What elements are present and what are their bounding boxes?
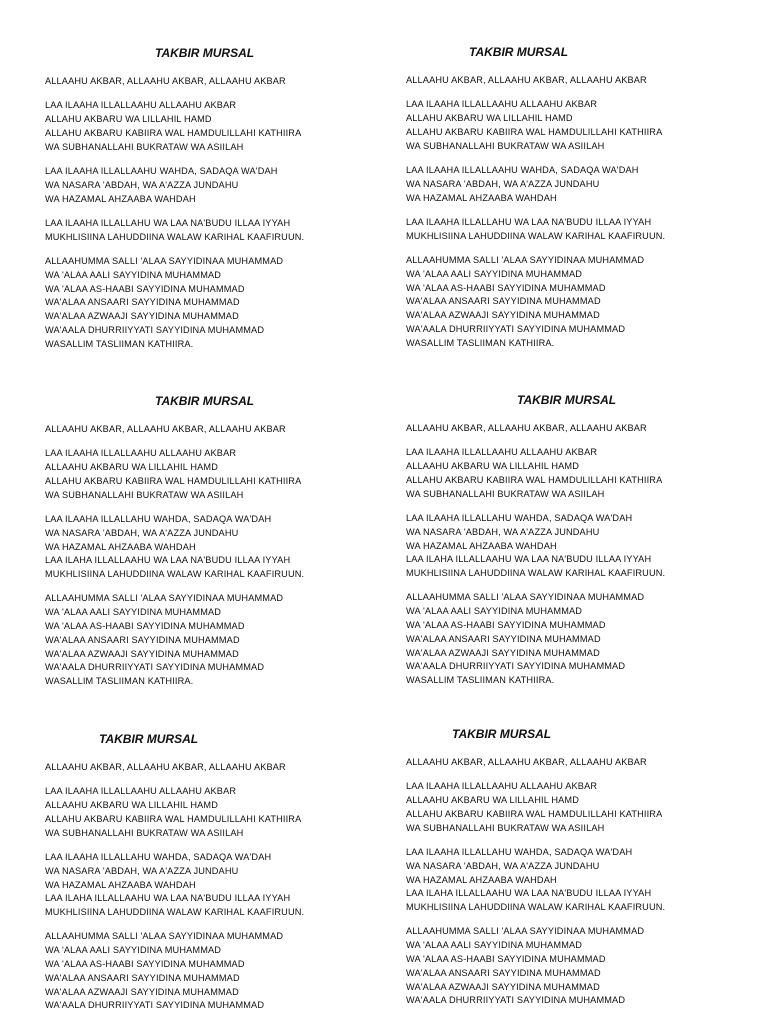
text-line: WA 'ALAA AALI SAYYIDINA MUHAMMAD	[45, 607, 222, 618]
stanza-gap	[406, 835, 736, 846]
text-line: WA 'ALAA AALI SAYYIDINA MUHAMMAD	[406, 606, 583, 617]
text-line: ALLAAHUMMA SALLI 'ALAA SAYYIDINAA MUHAMMAD	[406, 592, 645, 603]
text-line: LAA ILAAHA ILLALLAAHU ALLAAHU AKBAR	[45, 448, 237, 459]
text-line: WA SUBHANALLAHI BUKRATAW WA ASIILAH	[45, 141, 244, 152]
text-line: WASALLIM TASLIIMAN KATHIIRA.	[406, 675, 555, 686]
text-line: ALLAAHUMMA SALLI 'ALAA SAYYIDINAA MUHAMMAD	[406, 254, 645, 265]
text-block-2	[406, 44, 736, 351]
text-line: WA 'ALAA AALI SAYYIDINA MUHAMMAD	[406, 268, 583, 279]
stanza-gap	[406, 205, 736, 216]
text-line: LAA ILAHA ILLALLAAHU WA LAA NA'BUDU ILLAA IYYAH	[406, 888, 652, 899]
text-line: WA'AALA DHURRIIYYATI SAYYIDINA MUHAMMAD	[45, 1000, 265, 1011]
text-line: WA'ALAA AZWAAJI SAYYIDINA MUHAMMAD	[406, 981, 600, 992]
text-line: WA'ALAA AZWAAJI SAYYIDINA MUHAMMAD	[45, 986, 239, 997]
stanza-gap	[45, 437, 375, 448]
text-line: WA HAZAMAL AHZAABA WAHDAH	[45, 193, 196, 204]
stanza-gap	[45, 920, 375, 931]
text-line: WA NASARA 'ABDAH, WA A'AZZA JUNDAHU	[406, 526, 600, 537]
stanza-gap	[45, 206, 375, 217]
text-block-1	[45, 45, 375, 352]
text-line: WA 'ALAA AS-HAABI SAYYIDINA MUHAMMAD	[45, 959, 245, 970]
text-line: LAA ILAAHA ILLALLAHU WAHDA, SADAQA WA'DAH	[45, 851, 272, 862]
text-line: ALLAAHU AKBARU WA LILLAHIL HAMD	[406, 461, 579, 472]
text-line: ALLAAHU AKBAR, ALLAAHU AKBAR, ALLAAHU AKBAR	[45, 424, 286, 434]
text-line: WA'AALA DHURRIIYYATI SAYYIDINA MUHAMMAD	[406, 323, 626, 334]
text-line: WA'ALAA AZWAAJI SAYYIDINA MUHAMMAD	[406, 310, 600, 321]
text-line: LAA ILAAHA ILLALLAAHU WAHDA, SADAQA WA'DAH	[45, 165, 278, 176]
text-line: ALLAHU AKBARU KABIIRA WAL HAMDULILLAHI KATHIIRA	[406, 126, 663, 137]
text-line: ALLAAHU AKBARU WA LILLAHIL HAMD	[406, 795, 579, 806]
text-line: WA SUBHANALLAHI BUKRATAW WA ASIILAH	[406, 140, 605, 151]
text-line: WA'ALAA ANSAARI SAYYIDINA MUHAMMAD	[45, 634, 240, 645]
text-line: LAA ILAAHA ILLALLAHU WAHDA, SADAQA WA'DAH	[406, 512, 633, 523]
block-lines	[406, 74, 736, 351]
text-line: WA SUBHANALLAHI BUKRATAW WA ASIILAH	[406, 822, 605, 833]
block-title: TAKBIR MURSAL	[517, 393, 617, 407]
stanza-gap	[406, 88, 736, 99]
block-lines	[406, 756, 736, 1008]
text-line: WA'ALAA ANSAARI SAYYIDINA MUHAMMAD	[406, 633, 601, 644]
text-line: MUKHLISIINA LAHUDDIINA WALAW KARIHAL KAAFIRUUN.	[406, 902, 666, 913]
text-line: ALLAAHU AKBARU WA LILLAHIL HAMD	[45, 462, 218, 473]
text-line: WA NASARA 'ABDAH, WA A'AZZA JUNDAHU	[45, 527, 239, 538]
text-line: WA'ALAA AZWAAJI SAYYIDINA MUHAMMAD	[406, 647, 600, 658]
text-line: MUKHLISIINA LAHUDDIINA WALAW KARIHAL KAAFIRUUN.	[45, 907, 305, 918]
text-line: ALLAAHU AKBAR, ALLAAHU AKBAR, ALLAAHU AKBAR	[406, 757, 647, 767]
text-line: WA HAZAMAL AHZAABA WAHDAH	[406, 540, 557, 551]
text-line: WA'AALA DHURRIIYYATI SAYYIDINA MUHAMMAD	[45, 662, 265, 673]
text-line: LAA ILAAHA ILLALLAAHU ALLAAHU AKBAR	[406, 99, 598, 110]
text-line: ALLAHU AKBARU WA LILLAHIL HAMD	[45, 114, 212, 125]
stanza-gap	[45, 502, 375, 513]
text-line: WA NASARA 'ABDAH, WA A'AZZA JUNDAHU	[406, 178, 600, 189]
text-line: WA HAZAMAL AHZAABA WAHDAH	[406, 874, 557, 885]
text-line: WA NASARA 'ABDAH, WA A'AZZA JUNDAHU	[45, 865, 239, 876]
text-line: LAA ILAAHA ILLALLAHU WA LAA NA'BUDU ILLAA IYYAH	[406, 216, 652, 227]
stanza-gap	[406, 436, 736, 447]
stanza-gap	[406, 915, 736, 926]
text-line: WASALLIM TASLIIMAN KATHIIRA.	[406, 337, 555, 348]
stanza-gap	[406, 243, 736, 254]
text-line: WA 'ALAA AALI SAYYIDINA MUHAMMAD	[406, 940, 583, 951]
text-line: ALLAHU AKBARU KABIIRA WAL HAMDULILLAHI KATHIIRA	[45, 475, 302, 486]
stanza-gap	[406, 501, 736, 512]
text-line: ALLAHU AKBARU KABIIRA WAL HAMDULILLAHI KATHIIRA	[45, 127, 302, 138]
text-line: LAA ILAAHA ILLALLAAHU ALLAAHU AKBAR	[406, 447, 598, 458]
text-line: WA 'ALAA AS-HAABI SAYYIDINA MUHAMMAD	[406, 620, 606, 631]
text-line: WA'ALAA AZWAAJI SAYYIDINA MUHAMMAD	[45, 311, 239, 322]
stanza-gap	[45, 840, 375, 851]
text-line: WA'ALAA ANSAARI SAYYIDINA MUHAMMAD	[45, 297, 240, 308]
text-line: WA SUBHANALLAHI BUKRATAW WA ASIILAH	[45, 489, 244, 500]
text-line: LAA ILAAHA ILLALLAHU WA LAA NA'BUDU ILLAA IYYAH	[45, 217, 291, 228]
block-lines	[45, 75, 375, 352]
text-line: LAA ILAAHA ILLALLAAHU WAHDA, SADAQA WA'DAH	[406, 164, 639, 175]
text-line: WA HAZAMAL AHZAABA WAHDAH	[45, 879, 196, 890]
stanza-gap	[45, 244, 375, 255]
text-line: WA NASARA 'ABDAH, WA A'AZZA JUNDAHU	[45, 179, 239, 190]
text-line: WA 'ALAA AS-HAABI SAYYIDINA MUHAMMAD	[406, 954, 606, 965]
text-line: ALLAAHUMMA SALLI 'ALAA SAYYIDINAA MUHAMMAD	[45, 593, 284, 604]
text-line: ALLAAHUMMA SALLI 'ALAA SAYYIDINAA MUHAMMAD	[45, 931, 284, 942]
text-line: LAA ILAAHA ILLALLAAHU ALLAAHU AKBAR	[45, 100, 237, 111]
text-line: WA 'ALAA AS-HAABI SAYYIDINA MUHAMMAD	[45, 283, 245, 294]
text-line: WA'AALA DHURRIIYYATI SAYYIDINA MUHAMMAD	[45, 324, 265, 335]
stanza-gap	[406, 581, 736, 592]
stanza-gap	[406, 770, 736, 781]
text-line: ALLAAHUMMA SALLI 'ALAA SAYYIDINAA MUHAMMAD	[45, 255, 284, 266]
text-line: MUKHLISIINA LAHUDDIINA WALAW KARIHAL KAAFIRUUN.	[45, 569, 305, 580]
stanza-gap	[45, 582, 375, 593]
text-block-5	[45, 731, 375, 1013]
text-line: ALLAAHU AKBAR, ALLAAHU AKBAR, ALLAAHU AKBAR	[45, 76, 286, 86]
text-block-6	[406, 726, 736, 1008]
text-line: LAA ILAAHA ILLALLAHU WAHDA, SADAQA WA'DAH	[45, 513, 272, 524]
text-line: WA SUBHANALLAHI BUKRATAW WA ASIILAH	[406, 488, 605, 499]
text-line: ALLAAHU AKBAR, ALLAAHU AKBAR, ALLAAHU AKBAR	[45, 762, 286, 772]
text-line: ALLAAHU AKBARU WA LILLAHIL HAMD	[45, 800, 218, 811]
text-line: MUKHLISIINA LAHUDDIINA WALAW KARIHAL KAAFIRUUN.	[406, 230, 666, 241]
text-line: LAA ILAAHA ILLALLAAHU ALLAAHU AKBAR	[406, 781, 598, 792]
text-line: LAA ILAAHA ILLALLAAHU ALLAAHU AKBAR	[45, 786, 237, 797]
text-line: WA HAZAMAL AHZAABA WAHDAH	[45, 541, 196, 552]
text-line: WA 'ALAA AS-HAABI SAYYIDINA MUHAMMAD	[45, 621, 245, 632]
text-line: MUKHLISIINA LAHUDDIINA WALAW KARIHAL KAAFIRUUN.	[45, 231, 305, 242]
text-line: WA 'ALAA AS-HAABI SAYYIDINA MUHAMMAD	[406, 282, 606, 293]
text-line: LAA ILAHA ILLALLAAHU WA LAA NA'BUDU ILLAA IYYAH	[45, 893, 291, 904]
text-line: ALLAHU AKBARU KABIIRA WAL HAMDULILLAHI KATHIIRA	[406, 808, 663, 819]
text-line: LAA ILAHA ILLALLAAHU WA LAA NA'BUDU ILLAA IYYAH	[406, 554, 652, 565]
text-line: ALLAAHU AKBAR, ALLAAHU AKBAR, ALLAAHU AKBAR	[406, 75, 647, 85]
text-line: ALLAAHUMMA SALLI 'ALAA SAYYIDINAA MUHAMMAD	[406, 926, 645, 937]
text-block-3	[45, 393, 375, 689]
text-line: LAA ILAHA ILLALLAAHU WA LAA NA'BUDU ILLAA IYYAH	[45, 555, 291, 566]
text-line: ALLAHU AKBARU KABIIRA WAL HAMDULILLAHI KATHIIRA	[406, 474, 663, 485]
block-lines	[406, 422, 736, 688]
text-line: WA'ALAA ANSAARI SAYYIDINA MUHAMMAD	[45, 972, 240, 983]
block-lines	[45, 761, 375, 1013]
text-line: WASALLIM TASLIIMAN KATHIIRA.	[45, 338, 194, 349]
stanza-gap	[406, 153, 736, 164]
text-line: LAA ILAAHA ILLALLAHU WAHDA, SADAQA WA'DAH	[406, 846, 633, 857]
stanza-gap	[45, 775, 375, 786]
text-line: WA'ALAA ANSAARI SAYYIDINA MUHAMMAD	[406, 967, 601, 978]
text-line: ALLAAHU AKBAR, ALLAAHU AKBAR, ALLAAHU AKBAR	[406, 423, 647, 433]
block-title: TAKBIR MURSAL	[155, 46, 255, 60]
text-line: WASALLIM TASLIIMAN KATHIIRA.	[45, 676, 194, 687]
text-line: MUKHLISIINA LAHUDDIINA WALAW KARIHAL KAAFIRUUN.	[406, 568, 666, 579]
text-block-4	[406, 392, 736, 688]
text-line: WA SUBHANALLAHI BUKRATAW WA ASIILAH	[45, 827, 244, 838]
block-title: TAKBIR MURSAL	[99, 732, 199, 746]
text-line: WA'AALA DHURRIIYYATI SAYYIDINA MUHAMMAD	[406, 995, 626, 1006]
text-line: ALLAHU AKBARU KABIIRA WAL HAMDULILLAHI KATHIIRA	[45, 813, 302, 824]
block-lines	[45, 423, 375, 689]
block-title: TAKBIR MURSAL	[155, 394, 255, 408]
text-line: WA'ALAA ANSAARI SAYYIDINA MUHAMMAD	[406, 296, 601, 307]
block-title: TAKBIR MURSAL	[452, 727, 552, 741]
block-title: TAKBIR MURSAL	[469, 45, 569, 59]
text-line: WA NASARA 'ABDAH, WA A'AZZA JUNDAHU	[406, 860, 600, 871]
text-line: WA'AALA DHURRIIYYATI SAYYIDINA MUHAMMAD	[406, 661, 626, 672]
text-line: WA HAZAMAL AHZAABA WAHDAH	[406, 192, 557, 203]
stanza-gap	[45, 89, 375, 100]
text-line: WA'ALAA AZWAAJI SAYYIDINA MUHAMMAD	[45, 648, 239, 659]
stanza-gap	[45, 154, 375, 165]
text-line: WA 'ALAA AALI SAYYIDINA MUHAMMAD	[45, 945, 222, 956]
text-line: WA 'ALAA AALI SAYYIDINA MUHAMMAD	[45, 269, 222, 280]
text-line: ALLAHU AKBARU WA LILLAHIL HAMD	[406, 113, 573, 124]
